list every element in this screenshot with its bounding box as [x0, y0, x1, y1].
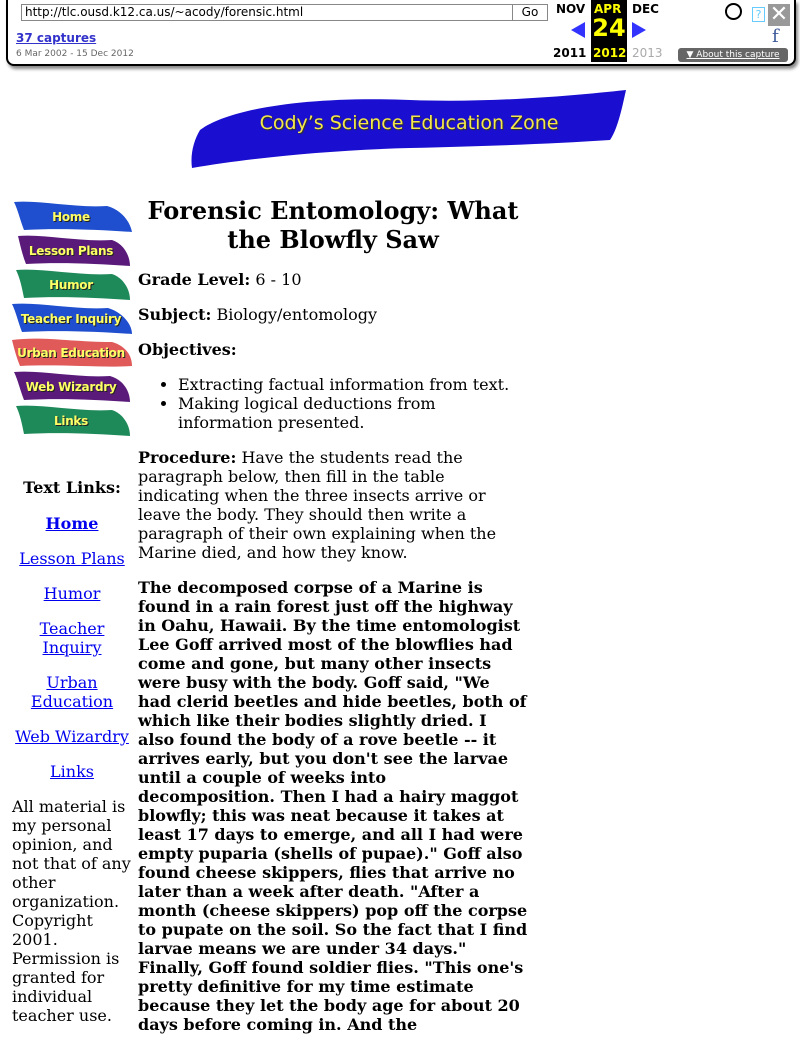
graphic-nav: [12, 200, 134, 438]
sidebar-text-links: [12, 478, 132, 1025]
nav-button-urban-education[interactable]: [12, 336, 134, 370]
nav-button-humor[interactable]: [12, 268, 134, 302]
prev-year-link[interactable]: 2011: [553, 46, 587, 60]
wayback-toolbar: [6, 0, 796, 66]
page-title: Forensic Entomology: What the Blowfly Saw: [147, 196, 519, 254]
current-month: APR: [594, 2, 622, 16]
current-day: 24: [592, 14, 626, 42]
text-link-humor[interactable]: Humor: [43, 584, 101, 603]
grade-level-value: 6 - 10: [250, 270, 302, 289]
subject: [138, 305, 528, 324]
prev-capture-arrow-icon[interactable]: [571, 22, 585, 38]
nav-label: Lesson Plans: [28, 244, 114, 258]
next-month-link[interactable]: DEC: [632, 2, 659, 16]
banner-title: Cody’s Science Education Zone: [259, 112, 559, 134]
text-link-web-wizardry[interactable]: Web Wizardry: [15, 727, 129, 746]
go-button[interactable]: Go: [512, 4, 548, 21]
text-link-home[interactable]: Home: [45, 514, 99, 533]
facebook-icon[interactable]: f: [772, 26, 779, 47]
nav-label: Home: [52, 210, 90, 224]
text-link-links[interactable]: Links: [50, 762, 94, 781]
procedure: [138, 448, 528, 562]
procedure-label: Procedure:: [138, 448, 237, 467]
nav-button-web-wizardry[interactable]: [12, 370, 134, 404]
next-year-link[interactable]: 2013: [632, 46, 663, 60]
text-link-lesson-plans[interactable]: Lesson Plans: [19, 549, 125, 568]
current-year: 2012: [593, 46, 627, 60]
nav-label: Humor: [49, 278, 93, 292]
grade-level-label: Grade Level:: [138, 270, 251, 289]
site-banner: [190, 88, 628, 168]
help-icon[interactable]: ?: [752, 7, 765, 22]
grade-level: [138, 270, 528, 289]
text-links-heading: Text Links:: [23, 478, 121, 497]
text-link-teacher-inquiry[interactable]: Teacher Inquiry: [39, 619, 105, 657]
subject-label: Subject:: [138, 305, 212, 324]
capture-date-range: 6 Mar 2002 - 15 Dec 2012: [16, 49, 134, 59]
nav-button-home[interactable]: [12, 200, 134, 234]
story-paragraph: The decomposed corpse of a Marine is found in a rain forest just off the highway in Oahu, Hawaii. By the time entomologist Lee Goff arrived most of the blowflies had come and gone, but many other insects were busy with the body. Goff said, "We had clerid beetles and hide beetles, both of which like their bodies slightly dried. I also found the body of a rove beetle -- it arrives early, but you don't see the larvae until a couple of weeks into decomposition. Then I had a hairy maggot blowfly; this was neat because it takes at least 17 days to emerge, and all I had were empty puparia (shells of pupae)." Goff also found cheese skippers, flies that arrive no later than a week after death. "After a month (cheese skippers) pop off the corpse to pupate on the soil. So the fact that I find larvae means we are under 34 days." Finally, Goff found soldier flies. "This one's pretty definitive for my time estimate because they let the body age for about 20 days before coming in. And the: [138, 578, 528, 1034]
text-link-urban-education[interactable]: Urban Education: [30, 673, 114, 711]
objectives-list: [138, 375, 528, 432]
copyright-disclaimer: All material is my personal opinion, and not that of any other organization. Copyright 2001. Permission is granted for individual teacher use.: [12, 797, 131, 1025]
captures-link[interactable]: 37 captures: [16, 31, 97, 45]
objective-item: • Making logical deductions from information presented.: [178, 394, 528, 432]
close-icon[interactable]: ✕: [769, 2, 789, 27]
url-input[interactable]: http://tlc.ousd.k12.ca.us/~acody/forensic.html: [21, 4, 513, 21]
nav-label: Teacher Inquiry: [20, 312, 122, 326]
objectives-heading: Objectives:: [138, 340, 237, 359]
about-capture-button[interactable]: ▼ About this capture: [678, 48, 788, 62]
main-content: [138, 196, 528, 1050]
nav-label: Web Wizardry: [25, 380, 117, 394]
subject-value: Biology/entomology: [211, 305, 378, 324]
prev-month-link[interactable]: NOV: [556, 2, 586, 16]
procedure-text: Have the students read the paragraph below, then fill in the table indicating when the three insects arrive or leave the body. They should then write a paragraph of their own explaining when the Marine died, and how they know.: [138, 448, 497, 562]
nav-label: Links: [54, 414, 88, 428]
next-capture-arrow-icon[interactable]: [632, 22, 646, 38]
nav-button-teacher-inquiry[interactable]: [12, 302, 134, 336]
loading-circle-icon: [725, 3, 742, 20]
nav-button-lesson-plans[interactable]: [12, 234, 134, 268]
nav-label: Urban Education: [17, 346, 125, 360]
nav-button-links[interactable]: [12, 404, 134, 438]
objective-item: • Extracting factual information from text.: [178, 375, 528, 394]
